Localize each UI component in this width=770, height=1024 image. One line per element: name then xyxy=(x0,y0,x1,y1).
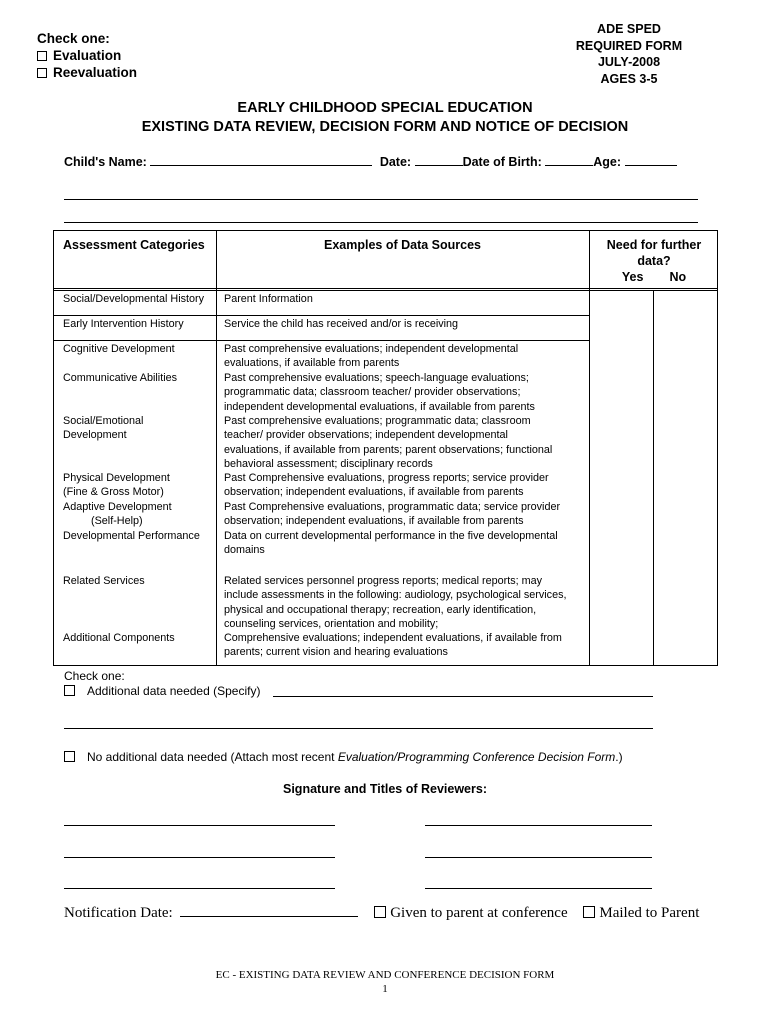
reevaluation-label: Reevaluation xyxy=(53,65,138,80)
badge-line: ADE SPED xyxy=(597,22,661,36)
notification-date-field[interactable] xyxy=(180,915,358,917)
conference-form-reference: Evaluation/Programming Conference Decision Form xyxy=(337,750,616,764)
evaluation-option[interactable] xyxy=(37,47,137,64)
yes-no-labels xyxy=(590,269,718,285)
signature-line[interactable] xyxy=(425,825,652,826)
child-fields xyxy=(64,155,677,169)
evaluation-label: Evaluation xyxy=(53,48,122,63)
notification-row xyxy=(64,905,699,922)
footer-title: EC - EXISTING DATA REVIEW AND CONFERENCE DECISION FORM xyxy=(215,969,555,981)
title-line-2: EXISTING DATA REVIEW, DECISION FORM AND NOTICE OF DECISION xyxy=(141,119,629,135)
no-additional-data-end: .) xyxy=(615,750,623,764)
age-label: Age: xyxy=(593,155,622,169)
additional-data-checkbox[interactable] xyxy=(64,685,75,696)
category-cell: Cognitive Development xyxy=(63,343,175,355)
category-cell: Adaptive Development (Self-Help) xyxy=(63,501,172,528)
title-line-1: EARLY CHILDHOOD SPECIAL EDUCATION xyxy=(237,100,533,116)
child-name-field[interactable] xyxy=(150,164,372,166)
additional-data-label: Additional data needed (Specify) xyxy=(87,684,261,698)
sources-cell: Comprehensive evaluations; independent evaluations, if available from parents; current vision and hearing evaluations xyxy=(224,632,562,659)
footer xyxy=(0,968,770,996)
sources-cell: Parent Information xyxy=(224,293,313,305)
additional-data-option[interactable] xyxy=(64,684,260,698)
header-yes: Yes xyxy=(621,270,644,284)
assessment-table xyxy=(53,230,718,666)
category-cell: Related Services xyxy=(63,575,145,587)
signature-line[interactable] xyxy=(425,857,652,858)
category-cell: Communicative Abilities xyxy=(63,372,178,384)
no-additional-data-checkbox[interactable] xyxy=(64,751,75,762)
sources-cell: Past Comprehensive evaluations, programmatic data; service provider observation; independent evaluations, if available from parents xyxy=(224,501,561,528)
sources-cell: Past comprehensive evaluations; programmatic data; classroom teacher/ provider observations; independent developmental evaluations, if available from parents; parent observations; functional behavioral assessment; disciplinary records xyxy=(224,415,553,470)
signature-line[interactable] xyxy=(425,888,652,889)
given-at-conference-label: Given to parent at conference xyxy=(390,905,568,921)
sources-cell: Past Comprehensive evaluations, progress reports; service provider observation; independent evaluations, if available from parents xyxy=(224,472,549,499)
no-additional-data-text: No additional data needed (Attach most recent xyxy=(87,750,338,764)
reevaluation-option[interactable] xyxy=(37,64,137,81)
sources-cell: Past comprehensive evaluations; speech-language evaluations; programmatic data; classroom teacher/ provider observations; independent developmental evaluations, if available from parents xyxy=(224,372,535,413)
category-cell: Physical Development (Fine & Gross Motor) xyxy=(63,472,170,499)
signature-line[interactable] xyxy=(64,857,335,858)
notification-label: Notification Date: xyxy=(64,905,173,921)
date-label: Date: xyxy=(379,155,412,169)
mailed-to-parent-checkbox[interactable] xyxy=(583,906,595,918)
header-need-further-data xyxy=(590,237,718,285)
need-line-2: data? xyxy=(637,254,671,268)
reevaluation-checkbox[interactable] xyxy=(37,68,47,78)
badge-line: REQUIRED FORM xyxy=(575,38,683,53)
header-assessment-categories: Assessment Categories xyxy=(63,238,205,252)
sources-cell: Service the child has received and/or is receiving xyxy=(224,318,459,330)
notes-line-2[interactable] xyxy=(64,222,698,223)
signature-line[interactable] xyxy=(64,825,335,826)
category-cell: Social/Developmental History xyxy=(63,293,205,305)
header-check-label: Check one: xyxy=(37,31,110,46)
form-badge xyxy=(570,21,688,87)
sources-cell: Past comprehensive evaluations; independent developmental evaluations, if available from parents xyxy=(224,343,519,370)
signatures-title: Signature and Titles of Reviewers: xyxy=(283,782,487,796)
age-field[interactable] xyxy=(625,164,677,166)
category-cell: Additional Components xyxy=(63,632,175,644)
specify-line-2[interactable] xyxy=(64,728,653,729)
form-title xyxy=(0,99,770,137)
need-line-1: Need for further xyxy=(606,238,702,252)
no-additional-data-option[interactable] xyxy=(64,750,623,764)
category-cell: Developmental Performance xyxy=(63,530,200,542)
header-no: No xyxy=(669,270,687,284)
specify-line-1[interactable] xyxy=(273,696,653,697)
header-data-sources: Examples of Data Sources xyxy=(323,238,481,252)
child-name-label: Child's Name: xyxy=(64,155,147,169)
badge-line: JULY-2008 xyxy=(597,55,661,69)
given-at-conference-checkbox[interactable] xyxy=(374,906,386,918)
notes-line-1[interactable] xyxy=(64,199,698,200)
page-number: 1 xyxy=(382,983,388,995)
evaluation-checkbox[interactable] xyxy=(37,51,47,61)
signature-line[interactable] xyxy=(64,888,335,889)
dob-field[interactable] xyxy=(545,164,593,166)
sources-cell: Related services personnel progress reports; medical reports; may include assessments in the following: audiology, psychological services, physical and occupational therapy; recreation, early identification, counseling services, orientation and mobility; xyxy=(224,575,567,630)
category-cell: Early Intervention History xyxy=(63,318,184,330)
sources-cell: Data on current developmental performance in the five developmental domains xyxy=(224,530,558,557)
badge-line: AGES 3-5 xyxy=(600,71,658,86)
dob-label: Date of Birth: xyxy=(462,155,542,169)
decision-check-label: Check one: xyxy=(64,669,125,683)
date-field[interactable] xyxy=(415,164,463,166)
header-check-group xyxy=(37,30,137,81)
category-cell: Social/Emotional Development xyxy=(63,415,144,442)
mailed-to-parent-label: Mailed to Parent xyxy=(599,905,700,921)
